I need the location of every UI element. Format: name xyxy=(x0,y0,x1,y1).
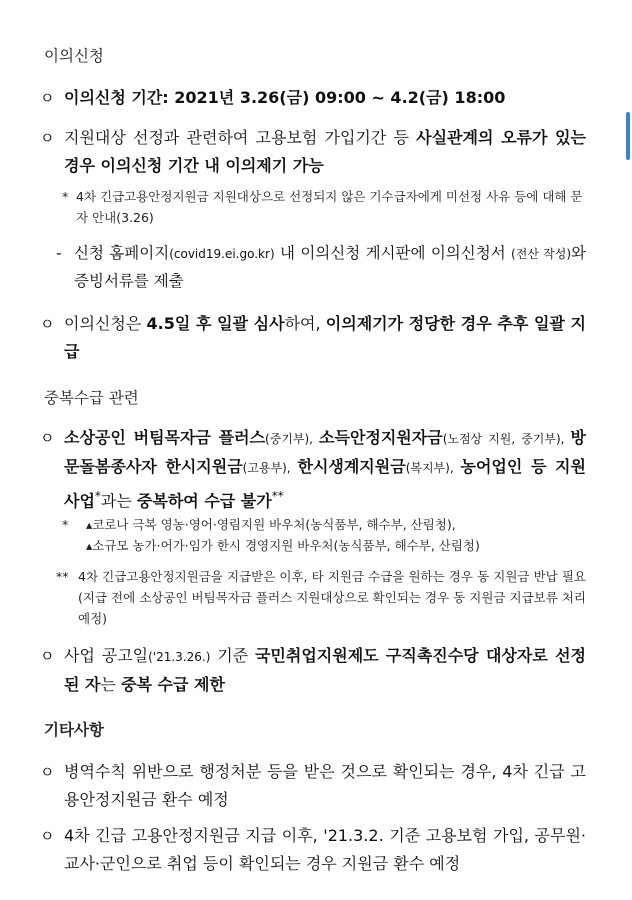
bullet: ㅇ xyxy=(40,827,55,845)
section-title-others: 기타사항 xyxy=(44,721,104,739)
website-url: (covid19.ei.go.kr) xyxy=(169,247,275,261)
appeal-eligibility-item xyxy=(40,124,586,180)
restriction-text: 기준 xyxy=(210,646,255,665)
military-violation-item xyxy=(40,758,586,814)
bullet: ㅇ xyxy=(40,647,55,665)
footnote-vouchers xyxy=(62,514,586,556)
submission-text: 내 이의신청 게시판에 이의신청서 xyxy=(274,244,512,262)
program-name: 농어업인 등 지원 사업 xyxy=(64,457,586,511)
restriction-text: 는 xyxy=(100,675,122,694)
restriction-text: 사업 공고일 xyxy=(64,646,149,665)
restriction-date: ('21.3.26.) xyxy=(148,650,211,664)
program-name: 방문돌봄종사자 한시지원금 xyxy=(64,428,586,476)
footnote-ref: ** xyxy=(271,489,284,503)
appeal-period-text: 이의신청 기간: 2021년 3.26(금) 09:00 ~ 4.2(금) 18:00 xyxy=(64,88,506,107)
program-ministry: (고용부), xyxy=(242,461,298,475)
program-ministry: (중기부), xyxy=(265,432,320,446)
submission-text: 와 증빙서류를 제출 xyxy=(74,244,587,290)
footnote-sms xyxy=(62,186,586,228)
submission-method-item xyxy=(56,240,586,295)
jobseeker-restriction-item xyxy=(40,642,586,699)
footnote-text: 4차 긴급고용안정지원금을 지급받은 이후, 타 지원금 수급을 원하는 경우 동 지원금 반납 필요(지급 전에 소상공인 버팀목자금 플러스 지원대상으로 확인되는 경우 동 지원금 지급보류 처리 예정) xyxy=(78,569,586,626)
appeal-review-item xyxy=(40,310,586,366)
program-name: 한시생계지원금 xyxy=(297,457,406,476)
military-violation-text: 병역수칙 위반으로 행정처분 등을 받은 것으로 확인되는 경우, 4차 긴급 고용안정지원금 환수 예정 xyxy=(64,762,586,809)
submission-text: 신청 홈페이지 xyxy=(74,244,170,262)
bullet: ㅇ xyxy=(40,763,55,781)
section-title-duplicate: 중복수급 관련 xyxy=(44,389,139,407)
review-bold: 이의제기가 정당한 경우 추후 일괄 지급 xyxy=(64,314,586,361)
program-name: 소상공인 버팀목자금 플러스 xyxy=(64,428,266,447)
section-title-appeal: 이의신청 xyxy=(44,47,104,65)
bullet: ㅇ xyxy=(40,429,55,447)
restriction-bold: 중복 수급 제한 xyxy=(121,675,225,694)
appeal-eligibility-bold: 사실관계의 오류가 있는 경우 이의신청 기간 내 이의제기 가능 xyxy=(64,128,587,175)
appeal-period-item xyxy=(40,84,586,112)
employment-refund-text: 4차 긴급 고용안정지원금 지급 이후, '21.3.2. 기준 고용보험 가입, 공무원·교사·군인으로 취업 등이 확인되는 경우 지원금 환수 예정 xyxy=(64,826,586,873)
duplicate-programs-item xyxy=(40,424,586,515)
footnote-text: 4차 긴급고용안정지원금 지원대상으로 선정되지 않은 기수급자에게 미선정 사유 등에 대해 문자 안내(3.26) xyxy=(76,189,583,225)
program-text: 과는 xyxy=(100,491,137,511)
footnote-mark: * xyxy=(62,189,69,204)
duplicate-prohibited: 중복하여 수급 불가 xyxy=(136,491,272,511)
footnote-ref: * xyxy=(94,489,101,503)
footnote-mark: * xyxy=(62,517,69,532)
dash-mark: - xyxy=(56,244,62,262)
review-text: 하여, xyxy=(284,314,326,333)
program-name: 소득안정지원자금 xyxy=(319,428,443,447)
review-text: 이의신청은 xyxy=(64,314,147,333)
bullet: ㅇ xyxy=(40,129,55,147)
appeal-eligibility-text: 지원대상 선정과 관련하여 고용보험 가입기간 등 xyxy=(64,128,417,147)
review-bold: 4.5일 후 일괄 심사 xyxy=(146,314,285,333)
bullet: ㅇ xyxy=(40,89,55,107)
footnote-line: ▴코로나 극복 영농·영어·영림지원 바우처(농식품부, 해수부, 산림청), xyxy=(86,517,456,532)
restriction-bold: 국민취업지원제도 구직촉진수당 대상자로 선정된 자 xyxy=(64,646,586,694)
program-ministry: (노점상 지원, 중기부), xyxy=(442,432,571,446)
footnote-mark: ** xyxy=(56,569,69,584)
program-ministry: (복지부), xyxy=(405,461,461,475)
scrollbar-indicator[interactable] xyxy=(626,112,630,160)
footnote-line: ▴소규모 농가·어가·임가 한시 경영지원 바우처(농식품부, 해수부, 산림청) xyxy=(86,538,480,553)
bullet: ㅇ xyxy=(40,315,55,333)
footnote-refund xyxy=(56,566,586,629)
submission-note: (전산 작성) xyxy=(511,247,572,261)
employment-refund-item xyxy=(40,822,586,878)
